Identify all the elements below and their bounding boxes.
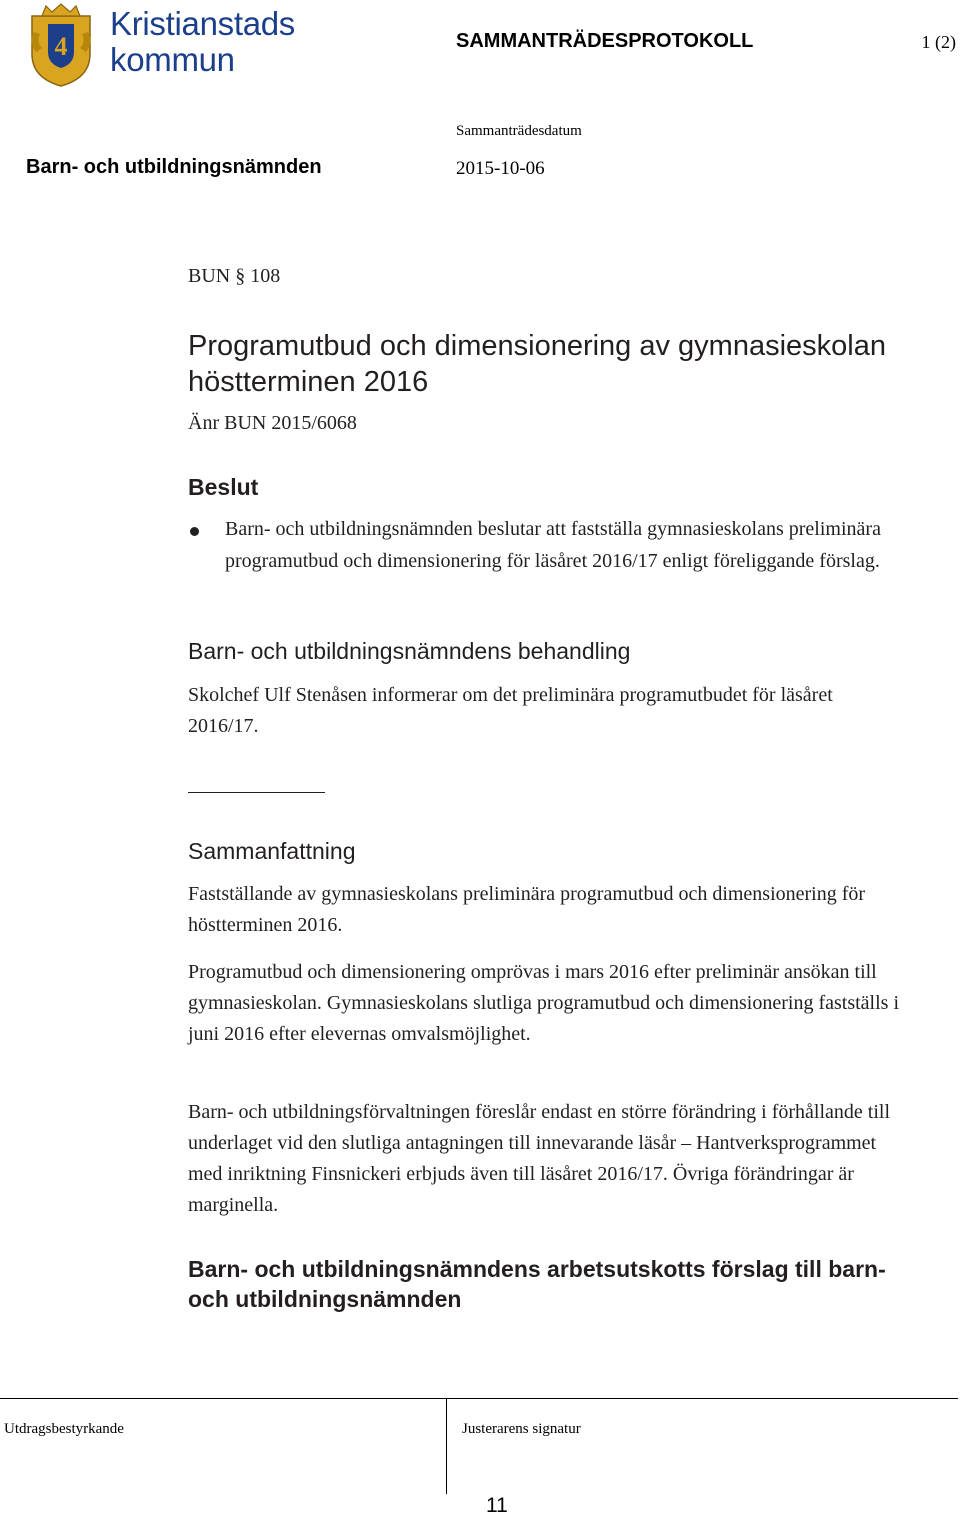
summary-paragraph: Programutbud och dimensionering omprövas i mars 2016 efter preliminär ansökan till gymnasieskolan. Gymnasieskolans slutliga programutbud och dimensionering fastställs i juni 2016 efter elevernas omvalsmöjlighet.: [188, 961, 900, 1045]
page-indicator: 1 (2): [921, 32, 956, 52]
summary-heading: Sammanfattning: [188, 838, 356, 864]
separator-line: [188, 792, 325, 793]
summary-paragraph: Fastställande av gymnasieskolans preliminära programutbud och dimensionering för höstterminen 2016.: [188, 883, 866, 936]
document-type: SAMMANTRÄDESPROTOKOLL: [456, 30, 754, 52]
bullet-icon: [190, 527, 199, 536]
footer-rule: [0, 1398, 958, 1399]
treatment-heading: Barn- och utbildningsnämndens behandling: [188, 638, 631, 664]
decision-heading: Beslut: [188, 474, 259, 500]
committee-name: Barn- och utbildningsnämnden: [26, 156, 322, 178]
case-number: Änr BUN 2015/6068: [188, 412, 357, 434]
logo-line-2: kommun: [110, 41, 235, 78]
svg-text:4: 4: [54, 32, 68, 61]
adjuster-signature-label: Justerarens signatur: [462, 1421, 581, 1437]
treatment-text: Skolchef Ulf Stenåsen informerar om det preliminära programutbudet för läsåret 2016/17.: [188, 684, 833, 737]
footer-divider: [446, 1398, 447, 1494]
proposal-heading: Barn- och utbildningsnämndens arbetsutskotts förslag till barn- och utbildningsnämnden: [188, 1256, 886, 1312]
page-number: 11: [486, 1494, 508, 1517]
section-number: BUN § 108: [188, 265, 281, 287]
coat-of-arms-icon: [22, 2, 100, 88]
decision-item: Barn- och utbildningsnämnden beslutar att fastställa gymnasieskolans preliminära programutbud och dimensionering för läsåret 2016/17 enligt föreliggande förslag.: [225, 518, 881, 572]
summary-paragraph: Barn- och utbildningsförvaltningen föreslår endast en större förändring i förhållande till underlaget vid den slutliga antagningen till innevarande läsår – Hantverksprogrammet med inriktning Finsnickeri erbjuds även till läsåret 2016/17. Övriga förändringar är marginella.: [188, 1101, 891, 1216]
meeting-date-label: Sammanträdesdatum: [456, 123, 582, 139]
certification-label: Utdragsbestyrkande: [4, 1421, 124, 1437]
logo-line-1: Kristianstads: [110, 5, 296, 42]
logo-wordmark: [110, 6, 295, 78]
kristianstad-kommun-logo: [22, 2, 312, 88]
document-title: Programutbud och dimensionering av gymnasieskolan höstterminen 2016: [188, 330, 886, 398]
meeting-date: 2015-10-06: [456, 158, 545, 179]
